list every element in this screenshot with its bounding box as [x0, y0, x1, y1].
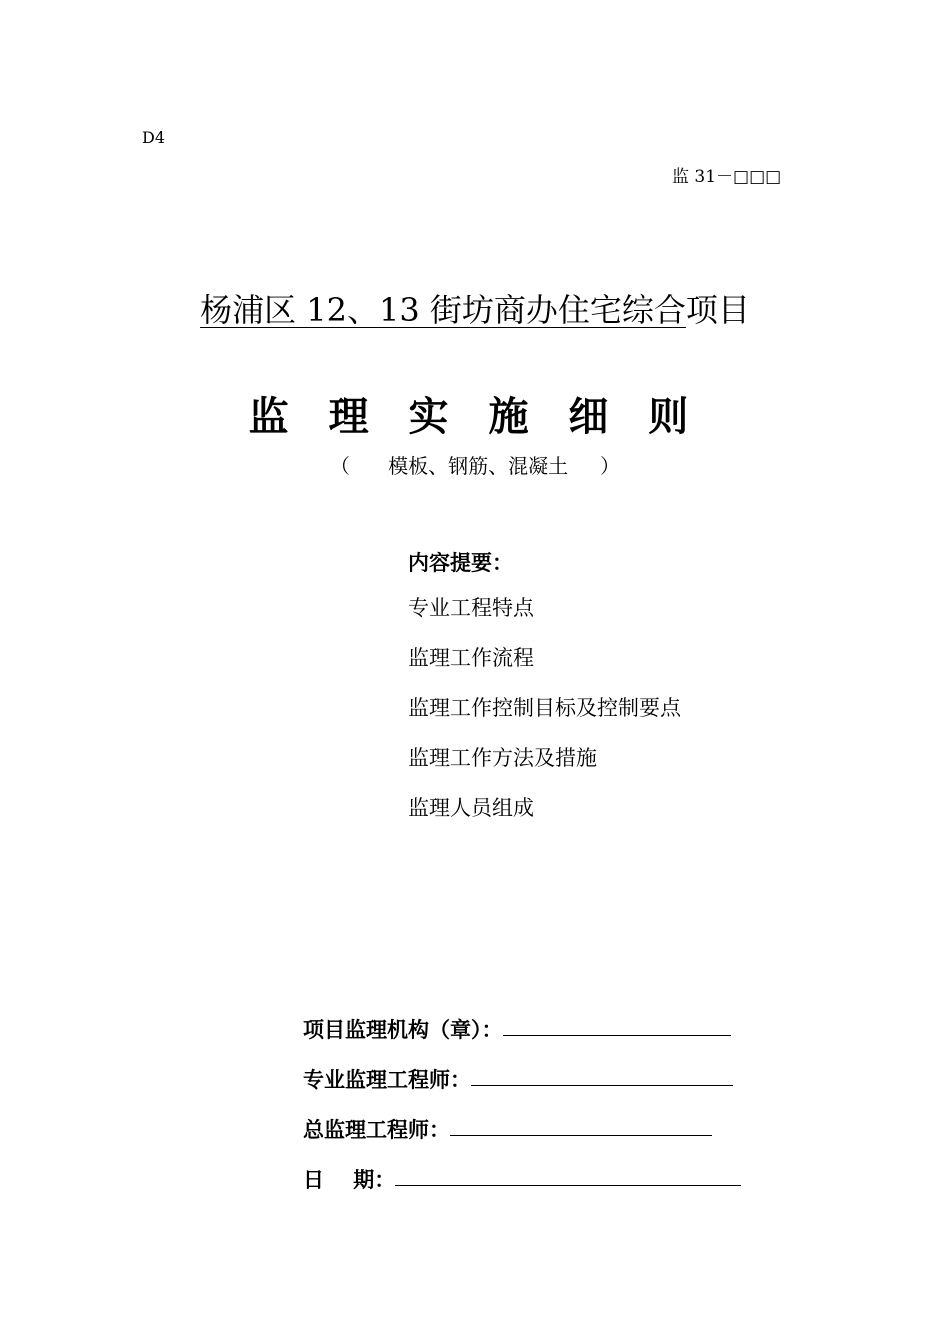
- chief-engineer-row: [303, 1094, 741, 1144]
- form-code: 监 31－□□□: [672, 167, 782, 187]
- organization-signature-line: [503, 1035, 731, 1036]
- organization-label: 项目监理机构（章）：: [303, 1017, 503, 1042]
- date-label: 日 期：: [303, 1167, 396, 1192]
- contents-item: 监理人员组成: [408, 796, 534, 820]
- document-title: 监 理 实 施 细 则: [248, 393, 702, 440]
- contents-item: 监理工作方法及措施: [408, 746, 597, 770]
- date-row: [303, 1144, 741, 1194]
- contents-list: [408, 593, 681, 843]
- specialty-engineer-label: 专业监理工程师：: [303, 1067, 471, 1092]
- date-line: [395, 1185, 741, 1186]
- project-name-suffix: 项目: [685, 291, 750, 329]
- project-title: [0, 285, 950, 331]
- contents-item: 监理工作流程: [408, 646, 534, 670]
- contents-heading: 内容提要：: [408, 550, 513, 575]
- document-id: D4: [142, 128, 166, 147]
- chief-engineer-signature-line: [450, 1135, 712, 1136]
- contents-item: 监理工作控制目标及控制要点: [408, 696, 681, 720]
- chief-engineer-label: 总监理工程师：: [303, 1117, 450, 1142]
- specialty-engineer-row: [303, 1044, 741, 1094]
- signature-block: [303, 994, 741, 1194]
- contents-item: 专业工程特点: [408, 596, 534, 620]
- project-name: 杨浦区 12、13 街坊商办住宅综合: [200, 291, 686, 329]
- document-subtitle: （ 模板、钢筋、混凝土 ）: [330, 454, 620, 478]
- specialty-engineer-signature-line: [471, 1085, 733, 1086]
- organization-row: [303, 994, 741, 1044]
